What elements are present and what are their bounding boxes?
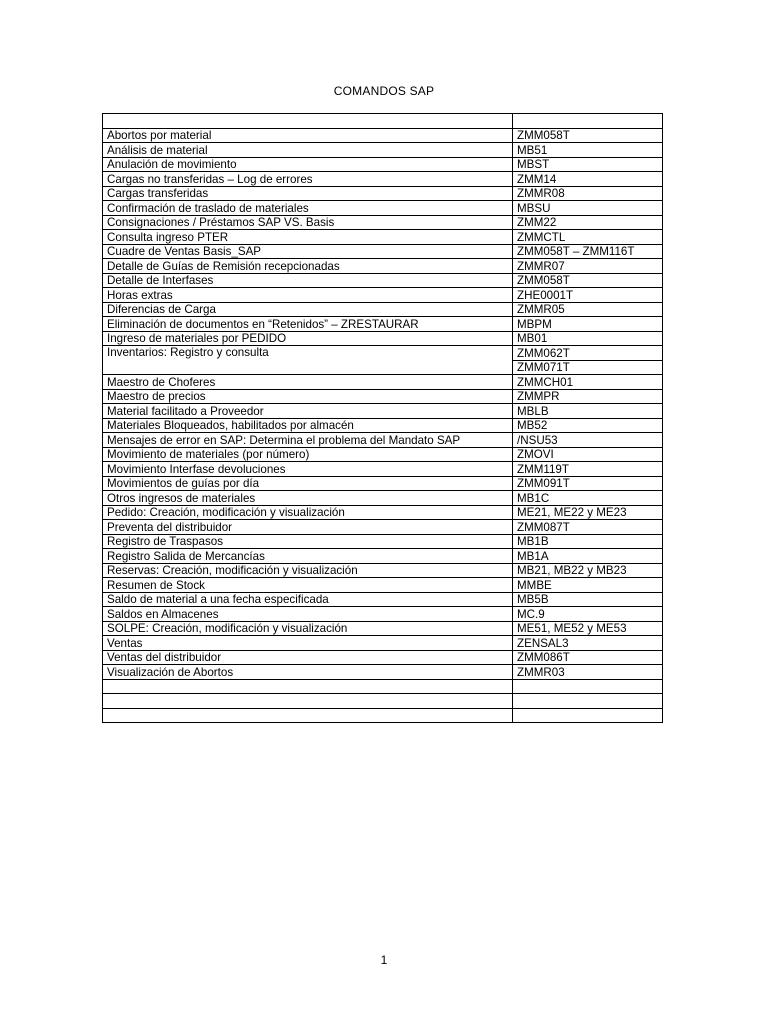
table-row (103, 491, 663, 506)
command-code (513, 679, 663, 694)
table-row (103, 505, 663, 520)
command-code: MB52 (513, 418, 663, 433)
command-description: Detalle de Interfases (103, 273, 513, 288)
command-description (103, 679, 513, 694)
command-code: ZMM22 (513, 215, 663, 230)
table-row (103, 578, 663, 593)
command-description: Reservas: Creación, modificación y visualización (103, 563, 513, 578)
command-description: Registro de Traspasos (103, 534, 513, 549)
command-description: Diferencias de Carga (103, 302, 513, 317)
table-row (103, 404, 663, 419)
command-description: Ingreso de materiales por PEDIDO (103, 331, 513, 346)
command-code: MBSU (513, 201, 663, 216)
command-description: Pedido: Creación, modificación y visualización (103, 505, 513, 520)
page-number: 1 (380, 953, 388, 967)
command-description: Análisis de material (103, 143, 513, 158)
table-row (103, 172, 663, 187)
table-row (103, 201, 663, 216)
command-code: MB5B (513, 592, 663, 607)
table-row (103, 302, 663, 317)
table-row (103, 389, 663, 404)
command-description: Movimiento Interfase devoluciones (103, 462, 513, 477)
table-row (103, 114, 663, 129)
command-description: Resumen de Stock (103, 578, 513, 593)
table-row (103, 259, 663, 274)
command-code: ZMMPR (513, 389, 663, 404)
command-code: ZMMR03 (513, 665, 663, 680)
command-code: ZMM058T – ZMM116T (513, 244, 663, 259)
table-row (103, 215, 663, 230)
command-code: ZMM058T (513, 273, 663, 288)
command-code (513, 694, 663, 709)
command-code: MB51 (513, 143, 663, 158)
command-code: ZMM14 (513, 172, 663, 187)
table-row (103, 447, 663, 462)
page-title: COMANDOS SAP (333, 84, 435, 98)
command-code: MBPM (513, 317, 663, 332)
command-description: Visualización de Abortos (103, 665, 513, 680)
command-description: Horas extras (103, 288, 513, 303)
table-row (103, 186, 663, 201)
command-code: MBST (513, 157, 663, 172)
command-description: Otros ingresos de materiales (103, 491, 513, 506)
table-row (103, 331, 663, 346)
command-description: Cuadre de Ventas Basis_SAP (103, 244, 513, 259)
command-code: ZMOVI (513, 447, 663, 462)
command-description: Maestro de precios (103, 389, 513, 404)
command-description: Registro Salida de Mercancías (103, 549, 513, 564)
command-description (103, 694, 513, 709)
table-row (103, 549, 663, 564)
command-description: Mensajes de error en SAP: Determina el problema del Mandato SAP (103, 433, 513, 448)
command-description: Detalle de Guías de Remisión recepcionadas (103, 259, 513, 274)
command-code: ZMM086T (513, 650, 663, 665)
table-row (103, 708, 663, 723)
sap-commands-table (102, 113, 663, 723)
command-description: Materiales Bloqueados, habilitados por almacén (103, 418, 513, 433)
command-code: ZMM119T (513, 462, 663, 477)
command-description: Saldos en Almacenes (103, 607, 513, 622)
table-row (103, 230, 663, 245)
table-row (103, 346, 663, 361)
table-row (103, 592, 663, 607)
table-row (103, 650, 663, 665)
command-description: Consulta ingreso PTER (103, 230, 513, 245)
command-description: Ventas del distribuidor (103, 650, 513, 665)
command-description: Ventas (103, 636, 513, 651)
command-code: MMBE (513, 578, 663, 593)
table-row (103, 520, 663, 535)
table-row (103, 418, 663, 433)
command-description: Saldo de material a una fecha especificada (103, 592, 513, 607)
command-code: ZMMR07 (513, 259, 663, 274)
table-row (103, 665, 663, 680)
table-row (103, 621, 663, 636)
table-row (103, 476, 663, 491)
sap-commands-table-body (103, 114, 663, 723)
command-code: ZENSAL3 (513, 636, 663, 651)
command-code: ZMM058T (513, 128, 663, 143)
table-row (103, 636, 663, 651)
command-code: ZMM091T (513, 476, 663, 491)
command-code: ZHE0001T (513, 288, 663, 303)
command-code: ZMMCH01 (513, 375, 663, 390)
table-row (103, 462, 663, 477)
command-description: Cargas no transferidas – Log de errores (103, 172, 513, 187)
table-row (103, 694, 663, 709)
command-code: ZMM062T (513, 346, 663, 361)
command-description: Maestro de Choferes (103, 375, 513, 390)
command-code: MB1C (513, 491, 663, 506)
command-description (103, 360, 513, 375)
command-code: MB1A (513, 549, 663, 564)
command-description: Consignaciones / Préstamos SAP VS. Basis (103, 215, 513, 230)
command-description (103, 114, 513, 129)
command-code: ZMMR08 (513, 186, 663, 201)
command-code (513, 708, 663, 723)
command-code: MB21, MB22 y MB23 (513, 563, 663, 578)
command-code: ZMM087T (513, 520, 663, 535)
table-row (103, 244, 663, 259)
command-description: Material facilitado a Proveedor (103, 404, 513, 419)
table-row (103, 143, 663, 158)
command-code (513, 114, 663, 129)
table-row (103, 534, 663, 549)
command-code: MBLB (513, 404, 663, 419)
command-code: MB01 (513, 331, 663, 346)
command-description: Preventa del distribuidor (103, 520, 513, 535)
command-description: Cargas transferidas (103, 186, 513, 201)
table-row (103, 157, 663, 172)
table-row (103, 563, 663, 578)
command-code: MC.9 (513, 607, 663, 622)
command-description: Inventarios: Registro y consulta (103, 346, 513, 361)
table-row (103, 607, 663, 622)
command-description: Movimiento de materiales (por número) (103, 447, 513, 462)
table-row (103, 375, 663, 390)
command-code: ME51, ME52 y ME53 (513, 621, 663, 636)
table-row (103, 317, 663, 332)
table-row (103, 288, 663, 303)
table-row (103, 273, 663, 288)
command-code: ZMM071T (513, 360, 663, 375)
command-description: SOLPE: Creación, modificación y visualización (103, 621, 513, 636)
table-row (103, 679, 663, 694)
command-description: Abortos por material (103, 128, 513, 143)
command-code: /NSU53 (513, 433, 663, 448)
command-description: Movimientos de guías por día (103, 476, 513, 491)
command-description: Eliminación de documentos en “Retenidos” – ZRESTAURAR (103, 317, 513, 332)
command-code: ME21, ME22 y ME23 (513, 505, 663, 520)
table-row (103, 128, 663, 143)
command-description: Anulación de movimiento (103, 157, 513, 172)
table-row (103, 360, 663, 375)
command-description (103, 708, 513, 723)
table-row (103, 433, 663, 448)
command-code: ZMMR05 (513, 302, 663, 317)
command-description: Confirmación de traslado de materiales (103, 201, 513, 216)
command-code: MB1B (513, 534, 663, 549)
command-code: ZMMCTL (513, 230, 663, 245)
